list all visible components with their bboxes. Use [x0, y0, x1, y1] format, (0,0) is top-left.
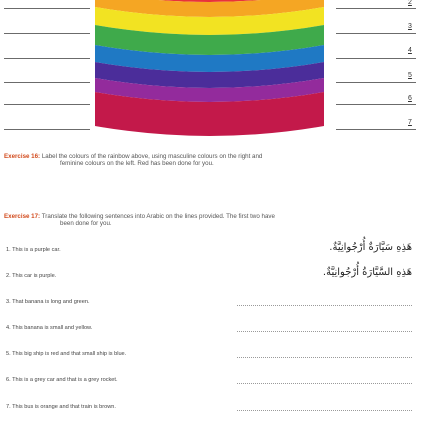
left-label-line: [4, 104, 90, 105]
sentence-1: 1. This is a purple car.: [6, 247, 61, 253]
label-number: 6: [408, 95, 412, 102]
label-number: 5: [408, 72, 412, 79]
answer-line[interactable]: [237, 410, 412, 411]
label-number: 2: [408, 0, 412, 6]
right-label-line: [336, 33, 416, 34]
arabic-answer-2: هَذِهِ السَّيَّارَةُ أُرْجُوانِيَّةٌ.: [322, 267, 412, 278]
exercise-17-text-2: been done for you.: [60, 220, 112, 228]
sentence-2: 2. This car is purple.: [6, 273, 57, 279]
exercise-16-text-2: feminine colours on the left. Red has been done for you.: [60, 160, 214, 168]
label-number: 3: [408, 23, 412, 30]
exercise-17-text: Translate the following sentences into Arabic on the lines provided. The first two have: [41, 213, 275, 220]
left-label-line: [4, 58, 90, 59]
answer-line[interactable]: [237, 357, 412, 358]
right-label-line: [336, 104, 416, 105]
exercise-16-title: Exercise 16:: [4, 153, 41, 160]
exercise-16-instructions: [4, 153, 424, 168]
sentence-5: 5. This big ship is red and that small ship is blue.: [6, 351, 127, 357]
exercise-17-instructions: [4, 213, 424, 228]
left-label-line: [4, 8, 90, 9]
sentence-4: 4. This banana is small and yellow.: [6, 325, 93, 331]
right-label-line: [336, 8, 416, 9]
left-label-line: [4, 82, 90, 83]
sentence-3: 3. That banana is long and green.: [6, 299, 90, 305]
answer-line[interactable]: [237, 331, 412, 332]
left-label-line: [4, 129, 90, 130]
answer-line[interactable]: [237, 305, 412, 306]
rainbow-illustration: [0, 0, 430, 140]
left-label-line: [4, 33, 90, 34]
sentence-6: 6. This is a grey car and that is a grey rocket.: [6, 377, 118, 383]
right-label-line: [336, 129, 416, 130]
answer-line[interactable]: [237, 383, 412, 384]
sentence-7: 7. This bus is orange and that train is brown.: [6, 404, 116, 410]
arabic-answer-1: هَذِهِ سَيَّارَةٌ أُرْجُوانِيَّةٌ.: [329, 242, 412, 253]
exercise-16-text: Label the colours of the rainbow above, using masculine colours on the right and: [41, 153, 263, 160]
right-label-line: [336, 82, 416, 83]
label-number: 4: [408, 47, 412, 54]
exercise-17-title: Exercise 17:: [4, 213, 41, 220]
label-number: 7: [408, 119, 412, 126]
right-label-line: [336, 58, 416, 59]
